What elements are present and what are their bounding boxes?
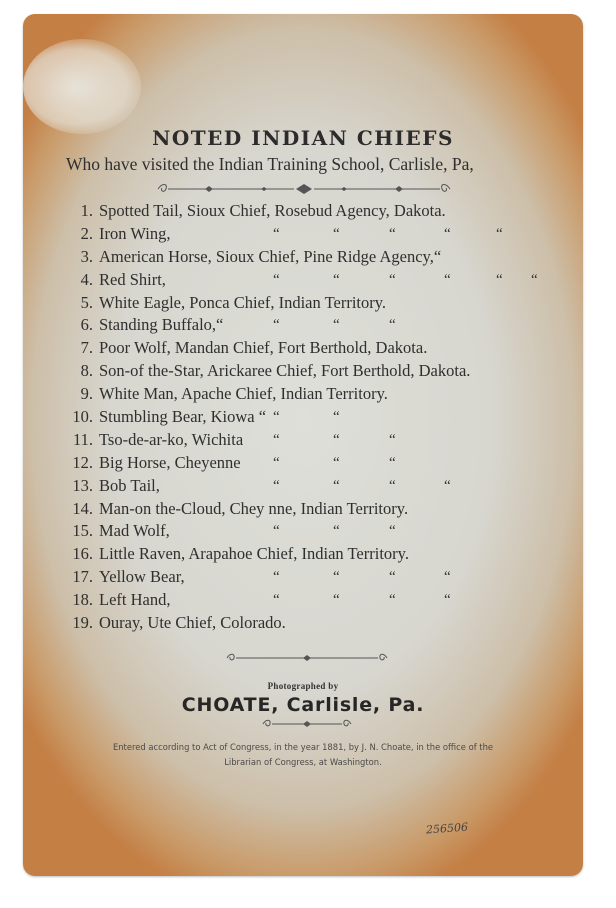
chief-row <box>61 360 470 383</box>
chief-row <box>61 612 470 635</box>
chief-entry-text: Iron Wing, <box>99 223 171 243</box>
chief-entry-text: Little Raven, Arapahoe Chief, Indian Territory. <box>99 544 409 564</box>
chief-row <box>61 543 470 566</box>
ditto-mark: “ <box>389 317 396 334</box>
ditto-mark: “ <box>389 477 396 494</box>
chief-row <box>61 452 470 475</box>
chief-number: 5. <box>80 292 93 312</box>
card-title: NOTED INDIAN CHIEFS <box>152 126 454 150</box>
chief-entry-text: White Eagle, Ponca Chief, Indian Territory. <box>99 292 387 312</box>
chief-entry-text: Mad Wolf, <box>99 521 170 541</box>
ditto-mark: “ <box>496 271 503 288</box>
ditto-mark: “ <box>273 569 280 586</box>
chief-entry-text: Ouray, Ute Chief, Colorado. <box>99 613 286 633</box>
chief-entry-text: Big Horse, Cheyenne <box>99 452 241 472</box>
chief-entry-text: Poor Wolf, Mandan Chief, Fort Berthold, Dakota. <box>99 338 428 358</box>
ditto-mark: “ <box>333 271 340 288</box>
photographed-by-label: Photographed by <box>267 681 339 691</box>
chief-number: 13. <box>72 475 93 495</box>
ditto-mark: “ <box>333 317 340 334</box>
cabinet-card <box>23 14 583 876</box>
middle-flourish-ornament <box>223 652 391 664</box>
ditto-mark: “ <box>333 569 340 586</box>
chief-row <box>61 200 470 223</box>
ditto-mark: “ <box>444 569 451 586</box>
ditto-mark: “ <box>389 271 396 288</box>
chief-row <box>61 383 470 406</box>
chief-entry-text: White Man, Apache Chief, Indian Territory. <box>99 384 388 404</box>
ditto-mark: “ <box>389 225 396 242</box>
chief-row <box>61 337 470 360</box>
ditto-mark: “ <box>333 454 340 471</box>
chief-number: 4. <box>80 269 93 289</box>
chief-row <box>61 475 470 498</box>
chief-row <box>61 520 470 543</box>
ditto-mark: “ <box>444 477 451 494</box>
chief-number: 1. <box>80 201 93 220</box>
chief-number: 7. <box>80 338 93 358</box>
chief-number: 16. <box>72 544 93 564</box>
chief-entry-text: Stumbling Bear, Kiowa “ <box>99 407 267 427</box>
ditto-mark: “ <box>273 477 280 494</box>
chief-entry-text: Standing Buffalo,“ <box>99 315 224 335</box>
ditto-mark: “ <box>273 409 280 426</box>
bottom-flourish-ornament <box>259 718 355 730</box>
ditto-mark: “ <box>273 592 280 609</box>
chief-entry-text: Man-on the-Cloud, Chey nne, Indian Territory. <box>99 498 409 518</box>
ditto-mark: “ <box>389 592 396 609</box>
ditto-mark: “ <box>444 271 451 288</box>
chief-number: 18. <box>72 590 93 610</box>
ditto-mark: “ <box>389 569 396 586</box>
chief-row <box>61 314 470 337</box>
ditto-mark: “ <box>389 454 396 471</box>
ditto-mark: “ <box>273 454 280 471</box>
ditto-mark: “ <box>389 431 396 448</box>
chief-entry-text: Tso-de-ar-ko, Wichita <box>99 429 244 449</box>
chiefs-list <box>61 200 538 635</box>
chief-number: 8. <box>80 361 93 381</box>
chief-entry-text: Bob Tail, <box>99 475 160 495</box>
ditto-mark: “ <box>273 431 280 448</box>
ditto-mark: “ <box>333 409 340 426</box>
chief-row <box>61 406 470 429</box>
chief-number: 9. <box>80 384 93 404</box>
chief-row <box>61 223 503 246</box>
copyright-notice <box>43 740 563 770</box>
ditto-mark: “ <box>333 523 340 540</box>
chief-entry-text: Left Hand, <box>99 590 171 610</box>
chief-entry-text: Red Shirt, <box>99 269 166 289</box>
ditto-mark: “ <box>333 477 340 494</box>
ditto-mark: “ <box>389 523 396 540</box>
ditto-mark: “ <box>273 317 280 334</box>
chief-number: 11. <box>72 429 93 449</box>
ditto-mark: “ <box>333 225 340 242</box>
chief-row <box>61 566 470 589</box>
ditto-mark: “ <box>496 225 503 242</box>
ditto-mark: “ <box>273 271 280 288</box>
copyright-line-2: Librarian of Congress, at Washington. <box>224 757 382 767</box>
chief-number: 2. <box>80 223 93 243</box>
chief-row <box>61 429 470 452</box>
ditto-mark: “ <box>333 592 340 609</box>
copyright-line-1: Entered according to Act of Congress, in the year 1881, by J. N. Choate, in the office of the <box>112 742 494 752</box>
ditto-mark: “ <box>273 225 280 242</box>
chief-row <box>61 498 470 521</box>
studio-name: CHOATE, Carlisle, Pa. <box>181 694 425 716</box>
chief-row <box>61 269 538 292</box>
chief-entry-text: Son-of the-Star, Arickaree Chief, Fort Berthold, Dakota. <box>99 361 471 381</box>
ditto-mark: “ <box>531 271 538 288</box>
top-flourish-ornament <box>154 182 454 196</box>
chief-number: 12. <box>72 452 93 472</box>
card-subtitle: Who have visited the Indian Training School, Carlisle, Pa, <box>66 154 474 174</box>
chief-entry-text: Spotted Tail, Sioux Chief, Rosebud Agency, Dakota. <box>99 201 446 220</box>
chief-number: 15. <box>72 521 93 541</box>
chief-row <box>61 589 470 612</box>
chief-number: 10. <box>72 407 93 427</box>
chief-number: 14. <box>72 498 93 518</box>
water-stain <box>23 39 141 134</box>
handwritten-catalog-number: 256506 <box>425 820 469 837</box>
chief-row <box>61 246 470 269</box>
chief-number: 6. <box>80 315 93 335</box>
chief-row <box>61 292 470 315</box>
chief-number: 17. <box>72 567 93 587</box>
ditto-mark: “ <box>333 431 340 448</box>
chief-entry-text: American Horse, Sioux Chief, Pine Ridge Agency,“ <box>99 246 442 266</box>
ditto-mark: “ <box>444 592 451 609</box>
chief-number: 19. <box>72 613 93 633</box>
ditto-mark: “ <box>273 523 280 540</box>
ditto-mark: “ <box>444 225 451 242</box>
chief-entry-text: Yellow Bear, <box>99 567 185 587</box>
chief-number: 3. <box>80 246 93 266</box>
